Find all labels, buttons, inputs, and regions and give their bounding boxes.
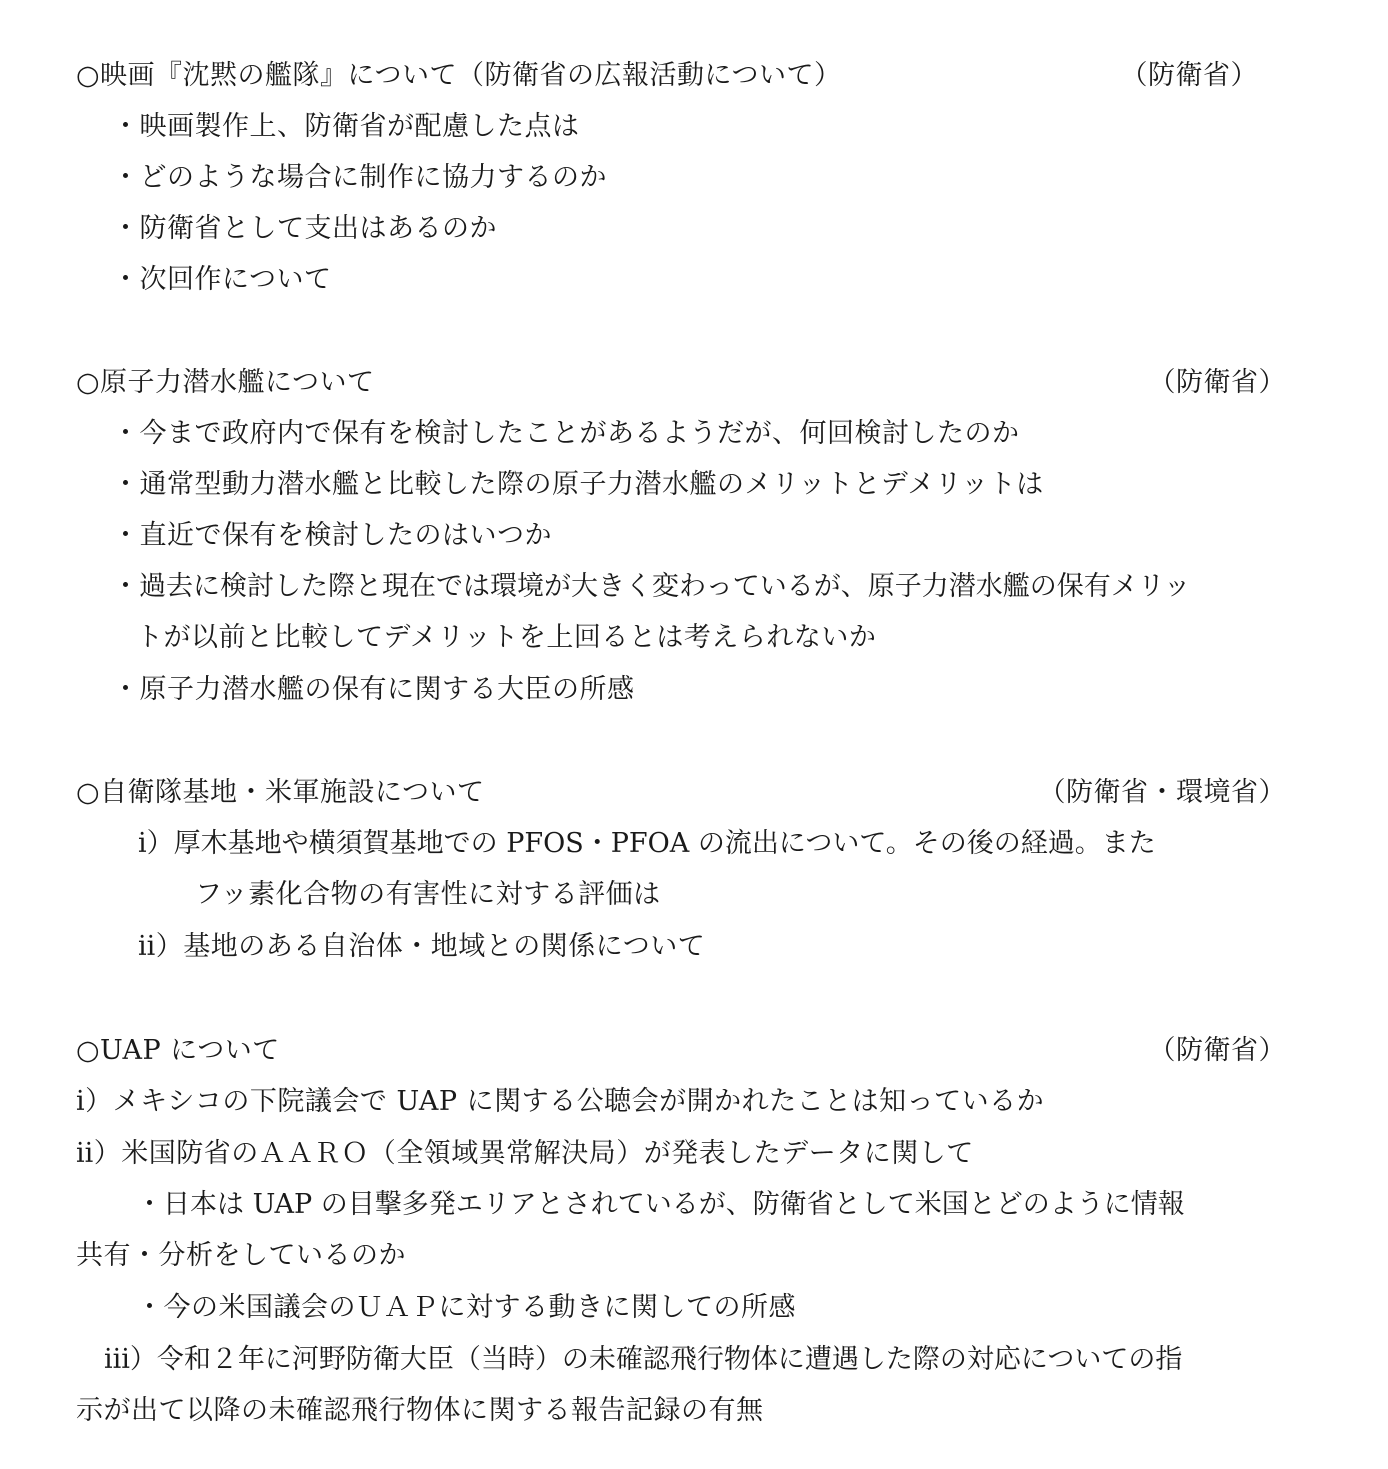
section-ministry-bases: （防衛省・環境省）	[1038, 777, 1286, 808]
list-item: ・防衛省として支出はあるのか	[112, 213, 497, 244]
section-title-bases: ○自衛隊基地・米軍施設について	[76, 777, 485, 808]
list-item: ⅲ）令和２年に河野防衛大臣（当時）の未確認飛行物体に遭遇した際の対応についての指	[104, 1344, 1183, 1375]
list-item-continuation: 共有・分析をしているのか	[76, 1240, 406, 1271]
list-item: ⅱ）基地のある自治体・地域との関係について	[138, 931, 706, 962]
section-ministry-uap: （防衛省）	[1148, 1035, 1286, 1066]
list-item-continuation: 示が出て以降の未確認飛行物体に関する報告記録の有無	[76, 1395, 764, 1426]
list-item: ・原子力潜水艦の保有に関する大臣の所感	[112, 674, 635, 705]
list-item: ・通常型動力潜水艦と比較した際の原子力潜水艦のメリットとデメリットは	[112, 469, 1044, 500]
section-ministry-movie: （防衛省）	[1120, 60, 1258, 91]
list-item: ・どのような場合に制作に協力するのか	[112, 162, 607, 193]
section-title-uap: ○UAP について	[76, 1035, 280, 1066]
list-item: ・映画製作上、防衛省が配慮した点は	[112, 111, 580, 142]
list-item: ・今まで政府内で保有を検討したことがあるようだが、何回検討したのか	[112, 418, 1020, 449]
list-item: ・日本は UAP の目撃多発エリアとされているが、防衛省として米国とどのように情報	[136, 1189, 1185, 1220]
section-title-movie: ○映画『沈黙の艦隊』について（防衛省の広報活動について）	[76, 60, 842, 91]
section-ministry-submarine: （防衛省）	[1148, 367, 1286, 398]
list-item: ⅰ）メキシコの下院議会で UAP に関する公聴会が開かれたことは知っているか	[76, 1086, 1045, 1117]
section-title-submarine: ○原子力潜水艦について	[76, 367, 375, 398]
list-item: ⅱ）米国防省のＡＡＲＯ（全領域異常解決局）が発表したデータに関して	[76, 1138, 974, 1169]
list-item: ・過去に検討した際と現在では環境が大きく変わっているが、原子力潜水艦の保有メリッ	[112, 571, 1191, 602]
list-item: ・次回作について	[112, 264, 332, 295]
list-item: ⅰ）厚木基地や横須賀基地での PFOS・PFOA の流出について。その後の経過。また	[138, 828, 1156, 859]
list-item: ・今の米国議会のＵＡＰに対する動きに関しての所感	[136, 1292, 796, 1323]
list-item-continuation: トが以前と比較してデメリットを上回るとは考えられないか	[136, 622, 877, 653]
list-item-continuation: フッ素化合物の有害性に対する評価は	[195, 879, 661, 910]
list-item: ・直近で保有を検討したのはいつか	[112, 520, 552, 551]
